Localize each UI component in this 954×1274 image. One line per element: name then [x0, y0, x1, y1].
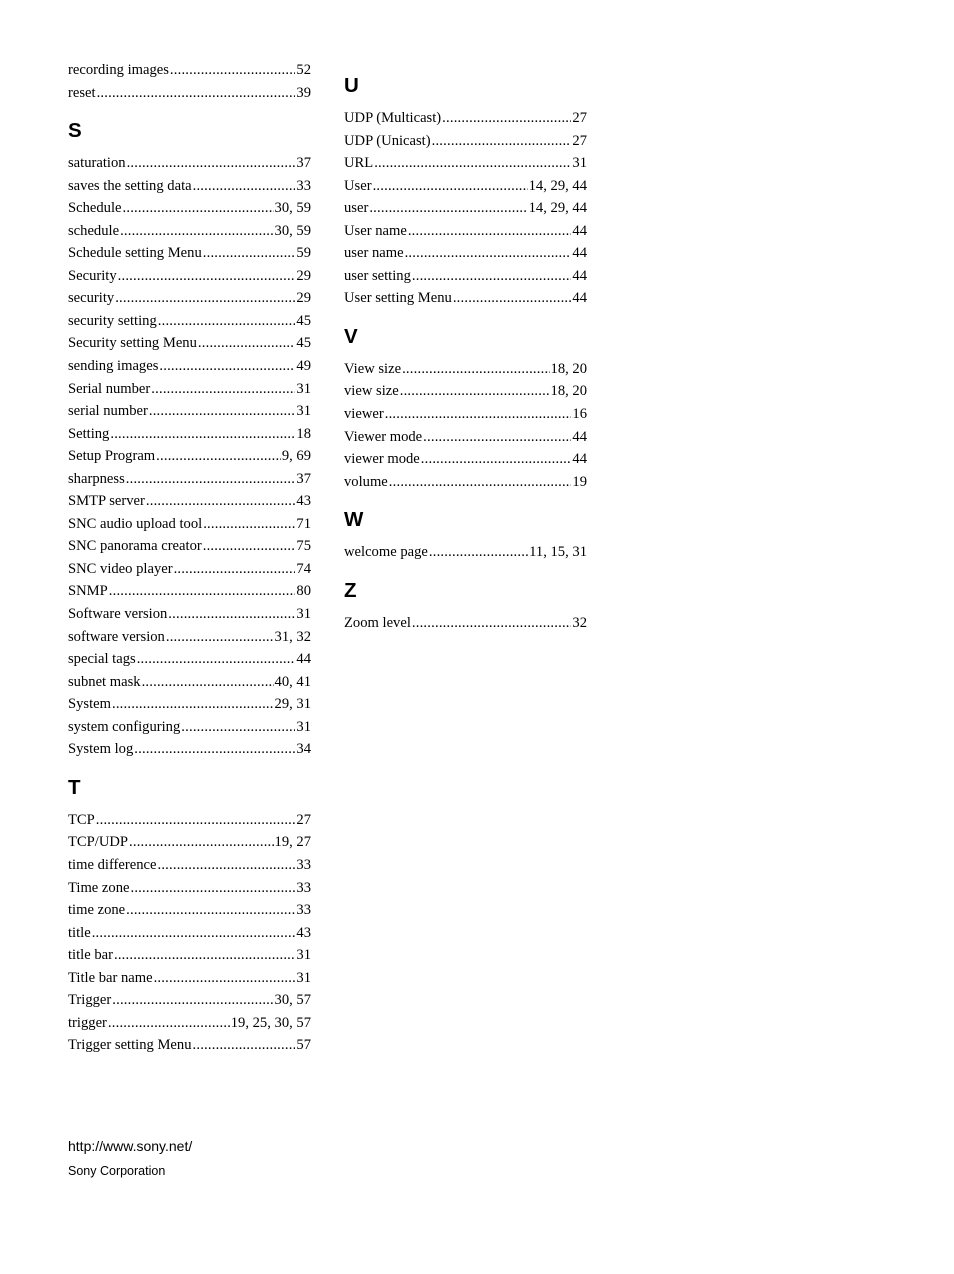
index-page-numbers: 30, 57 — [274, 992, 311, 1009]
index-entry — [68, 561, 311, 584]
index-entry — [344, 200, 587, 223]
dot-leader — [168, 606, 295, 623]
index-page-numbers: 80 — [296, 583, 311, 600]
index-term: welcome page — [344, 544, 428, 561]
dot-leader — [369, 200, 527, 217]
index-page-numbers: 45 — [296, 312, 311, 329]
index-entry — [344, 406, 587, 429]
section-letter-heading: W — [344, 508, 364, 532]
index-term: URL — [344, 155, 374, 172]
index-term: Schedule setting Menu — [68, 245, 202, 262]
index-entry — [68, 834, 311, 857]
index-term: trigger — [68, 1014, 107, 1031]
dot-leader — [126, 902, 295, 919]
index-term: schedule — [68, 222, 120, 239]
index-term: view size — [344, 383, 399, 400]
index-term: Schedule — [68, 200, 122, 217]
dot-leader — [405, 245, 572, 262]
dot-leader — [126, 471, 296, 488]
dot-leader — [389, 474, 572, 491]
index-page-numbers: 11, 15, 31 — [529, 544, 587, 561]
section-letter-heading: V — [344, 324, 358, 348]
dot-leader — [181, 719, 295, 736]
index-page-numbers: 57 — [296, 1037, 311, 1054]
dot-leader — [402, 361, 549, 378]
dot-leader — [453, 290, 572, 307]
index-entry — [68, 925, 311, 948]
index-entry — [68, 493, 311, 516]
index-page-numbers: 19, 27 — [274, 834, 311, 851]
index-entry — [68, 583, 311, 606]
index-page-numbers: 27 — [296, 811, 311, 828]
index-entry — [68, 358, 311, 381]
dot-leader — [123, 200, 274, 217]
section-letter-heading: Z — [344, 578, 357, 602]
index-term: recording images — [68, 62, 169, 78]
index-term: sending images — [68, 358, 159, 375]
dot-leader — [198, 335, 296, 352]
dot-leader — [134, 741, 295, 758]
index-page-numbers: 74 — [296, 560, 311, 577]
dot-leader — [374, 155, 571, 172]
index-term: Trigger setting Menu — [68, 1037, 192, 1054]
index-entry — [344, 544, 587, 567]
index-page-numbers: 44 — [572, 267, 587, 284]
index-term: reset — [68, 84, 96, 101]
index-term: Title bar name — [68, 969, 153, 986]
index-page-numbers: 44 — [572, 245, 587, 262]
index-term: Software version — [68, 606, 168, 623]
dot-leader — [112, 992, 273, 1009]
dot-leader — [432, 133, 572, 150]
index-entry — [68, 268, 311, 291]
index-entry — [344, 110, 587, 133]
dot-leader — [114, 947, 295, 964]
index-column-right — [344, 62, 587, 637]
index-page-numbers: 27 — [572, 110, 587, 126]
index-term: UDP (Multicast) — [344, 110, 442, 126]
index-section — [344, 567, 587, 638]
index-entry — [68, 538, 311, 561]
index-entry — [344, 474, 587, 497]
dot-leader — [96, 812, 296, 829]
index-page-numbers: 44 — [572, 428, 587, 445]
index-entry — [68, 85, 311, 108]
index-term: Security setting Menu — [68, 335, 197, 352]
index-entry — [68, 741, 311, 764]
index-page-numbers: 44 — [572, 222, 587, 239]
index-entry — [344, 245, 587, 268]
index-page-numbers: 33 — [296, 902, 311, 919]
index-entry — [68, 178, 311, 201]
dot-leader — [203, 516, 295, 533]
dot-leader — [412, 615, 572, 632]
index-entry — [68, 403, 311, 426]
index-page-numbers: 45 — [296, 335, 311, 352]
index-term: security — [68, 290, 115, 307]
dot-leader — [170, 62, 296, 79]
dot-leader — [421, 451, 572, 468]
index-entry — [68, 651, 311, 674]
index-entry — [68, 290, 311, 313]
index-page-numbers: 31 — [296, 606, 311, 623]
index-page-numbers: 31 — [296, 380, 311, 397]
index-term: SNC video player — [68, 560, 173, 577]
index-entry — [68, 970, 311, 993]
index-term: user name — [344, 245, 404, 262]
index-entry — [344, 223, 587, 246]
index-term: Security — [68, 267, 117, 284]
index-page-numbers: 43 — [296, 924, 311, 941]
dot-leader — [118, 268, 296, 285]
index-page-numbers: 31 — [296, 718, 311, 735]
index-page-numbers: 9, 69 — [281, 448, 311, 465]
index-entry — [344, 268, 587, 291]
index-entry — [68, 200, 311, 223]
dot-leader — [109, 583, 296, 600]
index-term: subnet mask — [68, 673, 141, 690]
index-entry — [68, 880, 311, 903]
index-term: UDP (Unicast) — [344, 132, 431, 149]
index-page-numbers: 71 — [296, 515, 311, 532]
index-term: title — [68, 924, 91, 941]
index-term: volume — [344, 473, 388, 490]
dot-leader — [412, 268, 572, 285]
index-entry — [68, 335, 311, 358]
index-page-numbers: 43 — [296, 493, 311, 510]
index-term: Serial number — [68, 380, 151, 397]
index-page-numbers: 29 — [296, 290, 311, 307]
index-page-numbers: 52 — [296, 62, 311, 78]
dot-leader — [373, 178, 528, 195]
dot-leader — [203, 538, 296, 555]
dot-leader — [154, 970, 296, 987]
index-entry — [344, 155, 587, 178]
index-term: System — [68, 696, 111, 713]
index-entry — [68, 606, 311, 629]
dot-leader — [157, 857, 295, 874]
index-entry — [68, 471, 311, 494]
index-page-numbers: 40, 41 — [274, 673, 311, 690]
index-page-numbers: 44 — [572, 451, 587, 468]
index-entry — [344, 361, 587, 384]
index-entry — [68, 696, 311, 719]
index-entry — [68, 381, 311, 404]
index-section — [344, 496, 587, 567]
dot-leader — [120, 223, 273, 240]
dot-leader — [442, 110, 571, 127]
index-page-numbers: 18, 20 — [550, 360, 587, 377]
index-term: User name — [344, 222, 407, 239]
index-entry — [344, 451, 587, 474]
index-term: User setting Menu — [344, 290, 452, 307]
index-term: SMTP server — [68, 493, 145, 510]
index-entry — [344, 383, 587, 406]
dot-leader — [115, 290, 295, 307]
index-page-numbers: 30, 59 — [274, 200, 311, 217]
index-entry — [68, 1015, 311, 1038]
dot-leader — [137, 651, 296, 668]
index-term: Setting — [68, 425, 110, 442]
index-entry — [68, 155, 311, 178]
dot-leader — [400, 383, 550, 400]
index-page-numbers: 18 — [296, 425, 311, 442]
index-page-numbers: 34 — [296, 741, 311, 758]
index-term: software version — [68, 628, 165, 645]
index-entry — [68, 674, 311, 697]
index-page-numbers: 18, 20 — [550, 383, 587, 400]
index-entry — [68, 902, 311, 925]
dot-leader — [130, 880, 295, 897]
dot-leader — [108, 1015, 230, 1032]
index-entry — [68, 516, 311, 539]
dot-leader — [385, 406, 572, 423]
index-page-numbers: 75 — [296, 538, 311, 555]
index-page-numbers: 19, 25, 30, 57 — [230, 1014, 311, 1031]
index-term: special tags — [68, 651, 136, 668]
footer-url: http://www.sony.net/ — [68, 1138, 193, 1154]
index-entry — [68, 313, 311, 336]
index-section — [68, 107, 311, 764]
index-term: time difference — [68, 856, 157, 873]
index-page-numbers: 39 — [296, 84, 311, 101]
index-page-numbers: 31 — [296, 969, 311, 986]
dot-leader — [146, 493, 296, 510]
index-term: sharpness — [68, 470, 125, 487]
index-page-numbers: 14, 29, 44 — [528, 177, 587, 194]
index-entry — [68, 719, 311, 742]
index-term: saves the setting data — [68, 177, 192, 194]
index-entry — [68, 62, 311, 85]
index-page-numbers: 14, 29, 44 — [528, 200, 587, 217]
dot-leader — [423, 429, 571, 446]
index-page-numbers: 32 — [572, 614, 587, 631]
index-term: Trigger — [68, 992, 112, 1009]
index-column-left — [68, 62, 311, 1060]
index-page-numbers: 31, 32 — [274, 628, 311, 645]
index-entry — [68, 245, 311, 268]
index-page-numbers: 19 — [572, 473, 587, 490]
dot-leader — [129, 834, 274, 851]
index-page-numbers: 33 — [296, 856, 311, 873]
index-term: TCP/UDP — [68, 834, 129, 851]
index-entry — [68, 992, 311, 1015]
dot-leader — [127, 155, 296, 172]
index-term: viewer mode — [344, 451, 420, 468]
index-page-numbers: 16 — [572, 406, 587, 423]
index-page-numbers: 37 — [296, 470, 311, 487]
dot-leader — [151, 381, 295, 398]
index-entry — [68, 857, 311, 880]
index-page-numbers: 37 — [296, 155, 311, 172]
index-entry — [344, 178, 587, 201]
index-term: Time zone — [68, 879, 130, 896]
index-term: user setting — [344, 267, 411, 284]
dot-leader — [158, 313, 296, 330]
index-term: Viewer mode — [344, 428, 423, 445]
index-term: user — [344, 200, 369, 217]
index-term: SNC audio upload tool — [68, 515, 203, 532]
index-term: TCP — [68, 811, 95, 828]
dot-leader — [203, 245, 296, 262]
dot-leader — [97, 85, 296, 102]
index-page-numbers: 31 — [296, 403, 311, 420]
index-page-numbers: 31 — [572, 155, 587, 172]
index-page-numbers: 59 — [296, 245, 311, 262]
index-entry — [68, 1037, 311, 1060]
dot-leader — [92, 925, 296, 942]
dot-leader — [174, 561, 296, 578]
index-term: Zoom level — [344, 614, 411, 631]
index-term: viewer — [344, 406, 384, 423]
dot-leader — [142, 674, 274, 691]
index-term: time zone — [68, 902, 126, 919]
section-letter-heading: T — [68, 775, 81, 799]
index-page-numbers: 44 — [296, 651, 311, 668]
dot-leader — [112, 696, 274, 713]
dot-leader — [159, 358, 295, 375]
index-page-numbers: 44 — [572, 290, 587, 307]
index-entry — [68, 947, 311, 970]
index-term: SNC panorama creator — [68, 538, 202, 555]
index-term: User — [344, 177, 372, 194]
index-page-numbers: 31 — [296, 947, 311, 964]
dot-leader — [193, 178, 296, 195]
index-section — [344, 62, 587, 313]
section-letter-heading: S — [68, 119, 82, 143]
index-page-numbers: 30, 59 — [274, 222, 311, 239]
index-entry — [344, 290, 587, 313]
index-term: SNMP — [68, 583, 108, 600]
section-letter-heading: U — [344, 74, 359, 97]
index-entry — [344, 615, 587, 638]
index-term: serial number — [68, 403, 148, 420]
index-term: System log — [68, 741, 134, 758]
index-entry — [68, 448, 311, 471]
index-page-numbers: 27 — [572, 132, 587, 149]
index-section — [68, 764, 311, 1060]
dot-leader — [429, 544, 528, 561]
index-page-numbers: 49 — [296, 358, 311, 375]
index-term: system configuring — [68, 718, 181, 735]
index-page-numbers: 29 — [296, 267, 311, 284]
index-page-numbers: 33 — [296, 879, 311, 896]
dot-leader — [156, 448, 281, 465]
dot-leader — [408, 223, 572, 240]
index-term: Setup Program — [68, 448, 156, 465]
dot-leader — [166, 629, 274, 646]
dot-leader — [110, 426, 295, 443]
index-page-numbers: 29, 31 — [274, 696, 311, 713]
index-term: saturation — [68, 155, 126, 172]
index-entry — [68, 223, 311, 246]
index-entry — [68, 426, 311, 449]
dot-leader — [149, 403, 296, 420]
index-term: View size — [344, 360, 402, 377]
index-term: security setting — [68, 312, 157, 329]
index-page-numbers: 33 — [296, 177, 311, 194]
index-entry — [68, 629, 311, 652]
footer-company: Sony Corporation — [68, 1164, 166, 1178]
dot-leader — [193, 1037, 296, 1054]
index-section — [68, 62, 311, 107]
index-term: title bar — [68, 947, 113, 964]
index-section — [344, 313, 587, 496]
page-footer — [68, 1138, 192, 1178]
index-entry — [68, 812, 311, 835]
index-entry — [344, 429, 587, 452]
index-entry — [344, 133, 587, 156]
